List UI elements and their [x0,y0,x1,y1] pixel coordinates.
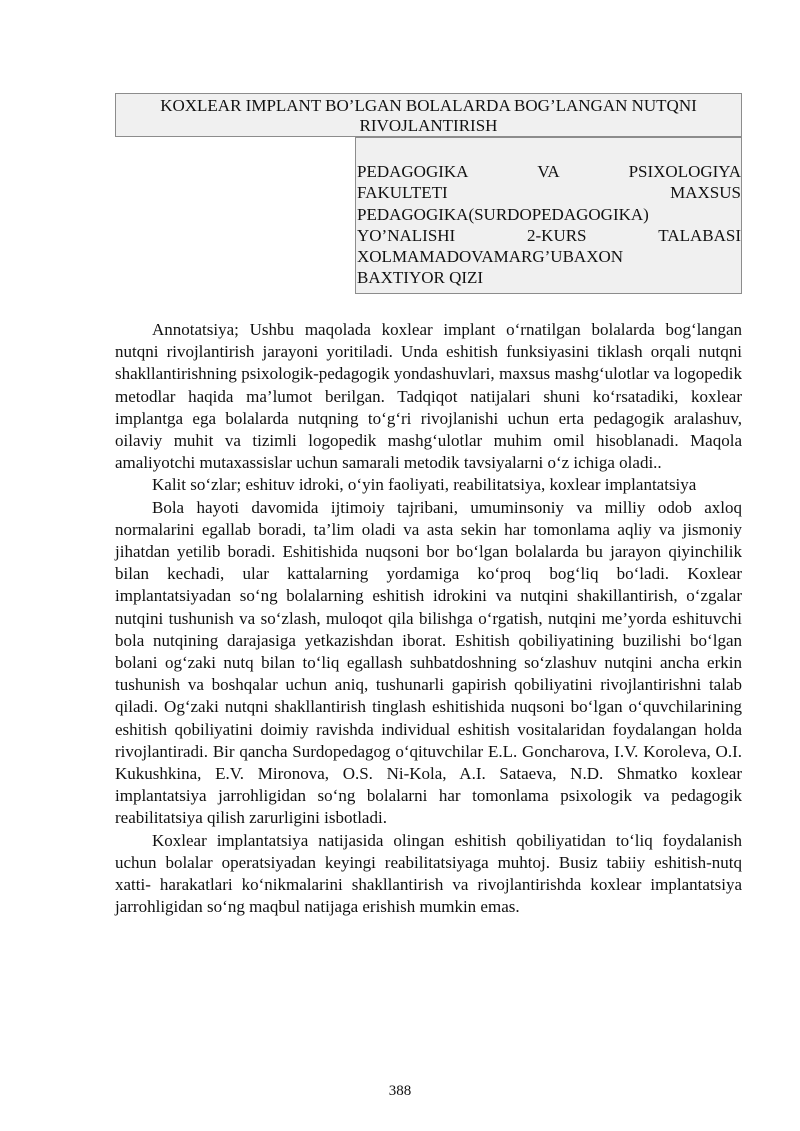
article-title-line-2: RIVOJLANTIRISH [359,116,498,135]
author-word: PEDAGOGIKA [357,162,469,181]
author-line-4 [357,225,741,246]
author-word: VA [537,162,560,181]
article-body [115,319,742,918]
author-name-line-2: BAXTIYOR QIZI [357,268,484,288]
author-word: MAXSUS [670,183,741,203]
author-info-block [355,137,742,294]
article-title [115,93,742,137]
body-paragraph-1: Bola hayoti davomida ijtimoiy tajribani, umuminsoniy va milliy odob axloq normalarini egallab boradi, ta’lim oladi va asta sekin har tomonlama aqliy va jismoniy jihatdan yetilib boradi. Eshitishida nuqsoni bor bo‘lgan bolalarda bu jarayon qiyinchilik bilan kechadi, ular kattalarning yordamiga ko‘proq bog‘liq bo‘ladi. Koxlear implantatsiyadan so‘ng bolalarning eshitish idrokini va nutqini shakillantirish, o‘zgalar nutqini tushunish va so‘zlash, muloqot qila bilishga o‘rgatish, nutqini me’yorda eshituvchi bola nutqining darajasiga yetkazishdan iborat. Eshitish qobiliyatining buzilishi bo‘lgan bolani og‘zaki nutq bilan to‘liq egallash suhbatdoshning so‘zlashuv nutqini ancha erkin tushunish va boshqalar uchun aniq, tushunarli gapirish qobiliyatini rivojlantirishni talab qiladi. Og‘zaki nutqni shakllantirish tinglash eshitishida nuqsoni bo‘lgan o‘quvchilarining eshitish qobiliyatini doimiy ravishda individual eshitish vositalaridan foydalangan holda rivojlantiradi. Bir qancha Surdopedagog o‘qituvchilar E.L. Goncharova, I.V. Koroleva, O.I. Kukushkina, E.V. Mironova, O.S. Ni-Kola, A.I. Sataeva, N.D. Shmatko koxlear implantatsiya jarrohligidan so‘ng bolalarni har tomonlama psixologik va pedagogik reabilitatsiya qilish zarurligini isbotladi. [115,497,742,828]
author-word: 2-KURS [527,225,587,245]
keywords-paragraph: Kalit so‘zlar; eshituv idroki, o‘yin faoliyati, reabilitatsiya, koxlear implantatsiya [152,475,697,495]
author-name-line-1: XOLMAMADOVAMARG’UBAXON [357,247,624,267]
abstract-paragraph: Annotatsiya; Ushbu maqolada koxlear implant o‘rnatilgan bolalarda bog‘langan nutqni rivojlantirish jarayoni yoritiladi. Unda eshitish funksiyasini tiklash orqali nutqni shakllantirishning psixologik-pedagogik yondashuvlari, maxsus mashg‘ulotlar va logopedik metodlar haqida ma’lumot berilgan. Tadqiqot natijalari shuni ko‘rsatadiki, koxlear implantga ega bolalarda nutqning to‘g‘ri rivojlanishi uchun erta pedagogik aralashuv, oilaviy muhit va tizimli logopedik mashg‘ulotlar muhim omil hisoblanadi. Maqola amaliyotchi mutaxassislar uchun samarali metodik tavsiyalarni o‘z ichiga oladi.. [115,320,742,473]
author-word: PSIXOLOGIYA [628,162,741,181]
author-line-1 [357,161,741,182]
author-word: FAKULTETI [357,183,448,203]
body-paragraph-2: Koxlear implantatsiya natijasida olingan eshitish qobiliyatidan to‘liq foydalanish uchun bolalar operatsiyadan keyingi reabilitatsiyaga muhtoj. Busiz tabiiy eshitish-nutq xatti- harakatlari ko‘nikmalarini shakllantirish va rivojlantirishda koxlear implantatsiya jarrohligidan so‘ng maqbul natijaga erishish mumkin emas. [115,830,742,917]
page-number: 388 [388,1083,412,1099]
author-word: TALABASI [658,225,741,245]
author-line-2 [357,182,741,203]
author-line-3: PEDAGOGIKA(SURDOPEDAGOGIKA) [357,204,649,224]
author-word: YO’NALISHI [357,225,456,245]
article-title-line-1: KOXLEAR IMPLANT BO’LGAN BOLALARDA BOG’LANGAN NUTQNI [160,96,697,115]
